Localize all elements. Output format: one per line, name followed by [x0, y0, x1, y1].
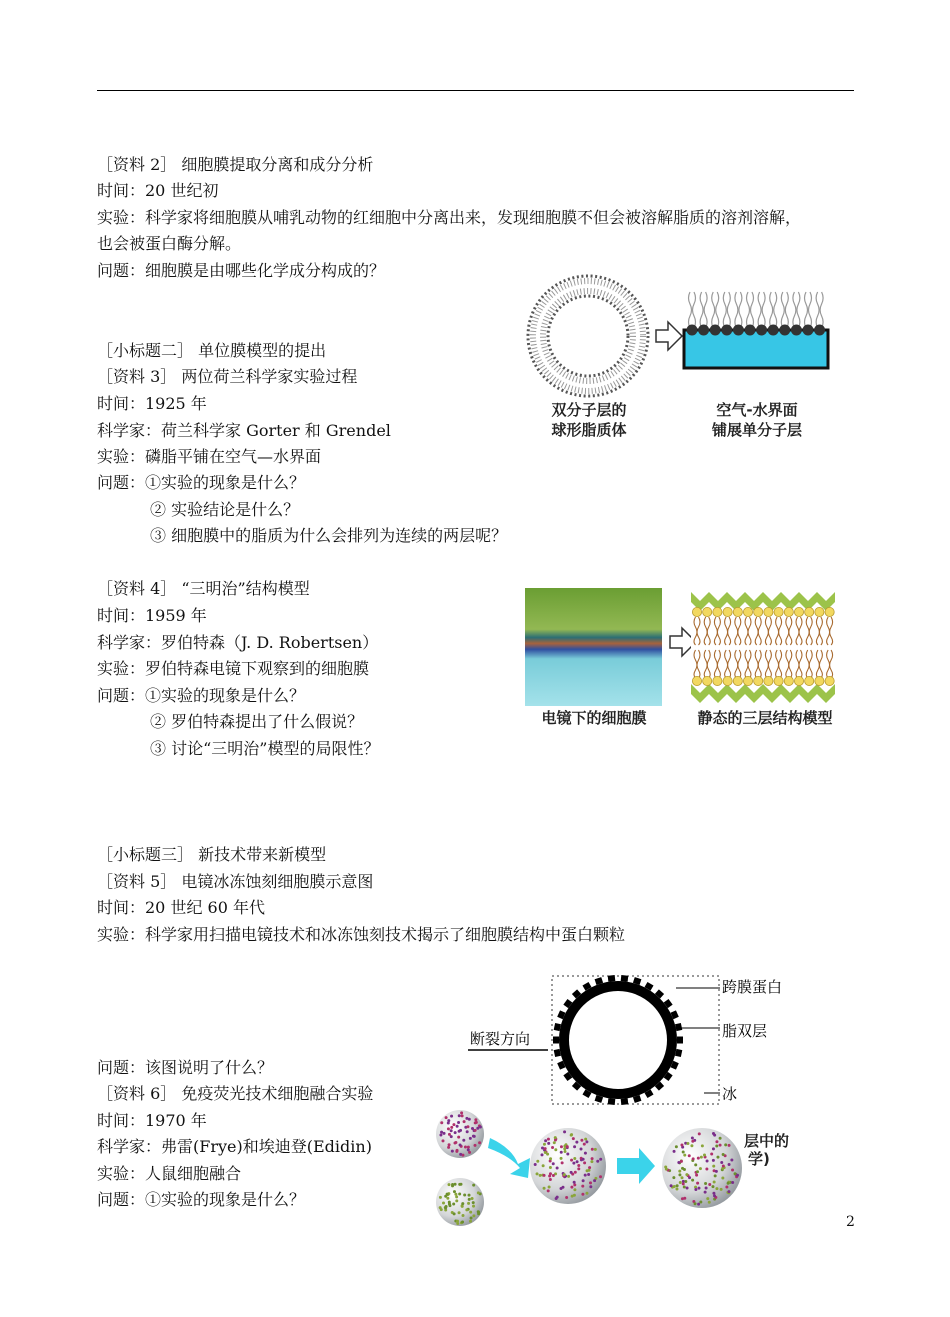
figure-sandwich-model — [525, 588, 843, 733]
liposome-diagram — [522, 272, 842, 402]
material-3-experiment: 实验：磷脂平铺在空气—水界面 — [97, 447, 322, 466]
figure-freeze-etching — [468, 970, 798, 1110]
material-2-experiment-line1: 实验：科学家将细胞膜从哺乳动物的红细胞中分离出来，发现细胞膜不但会被溶解脂质的溶剂溶解， — [97, 208, 802, 227]
material-3-time: 时间：1925 年 — [97, 394, 207, 413]
material-2-time: 时间：20 世纪初 — [97, 181, 219, 200]
material-4-scientist: 科学家：罗伯特森（J. D. Robertsen） — [97, 633, 379, 652]
label-transmembrane-protein: 跨膜蛋白 — [722, 978, 783, 996]
material-5-experiment: 实验：科学家用扫描电镜技术和冰冻蚀刻技术揭示了细胞膜结构中蛋白颗粒 — [97, 925, 626, 944]
cell-fusion-partial-text-1: 层中的 — [744, 1132, 790, 1150]
material-4-question-2: ② 罗伯特森提出了什么假说？ — [150, 712, 364, 731]
sandwich-diagram — [525, 588, 843, 706]
material-3-question-1: 问题：①实验的现象是什么？ — [97, 473, 306, 492]
cell-fusion-diagram — [432, 1108, 812, 1230]
material-5-time: 时间：20 世纪 60 年代 — [97, 898, 265, 917]
material-2-title: ［资料 2］ 细胞膜提取分离和成分分析 — [97, 155, 374, 174]
material-4-experiment: 实验：罗伯特森电镜下观察到的细胞膜 — [97, 659, 370, 678]
subtitle-3: ［小标题三］ 新技术带来新模型 — [97, 845, 327, 864]
material-6-time: 时间：1970 年 — [97, 1111, 207, 1130]
material-2-experiment-line2: 也会被蛋白酶分解。 — [97, 234, 242, 253]
material-4-question-1: 问题：①实验的现象是什么？ — [97, 686, 306, 705]
material-6-title: ［资料 6］ 免疫荧光技术细胞融合实验 — [97, 1084, 374, 1103]
material-6-scientist: 科学家：弗雷(Frye)和埃迪登(Edidin) — [97, 1137, 372, 1156]
figure-cell-fusion — [432, 1108, 812, 1230]
caption-monolayer-1: 空气-水界面 — [716, 401, 798, 419]
caption-em-membrane: 电镜下的细胞膜 — [541, 709, 647, 727]
caption-liposome-2: 球形脂质体 — [551, 421, 627, 439]
caption-three-layer-model: 静态的三层结构模型 — [697, 709, 833, 727]
material-4-time: 时间：1959 年 — [97, 606, 207, 625]
label-lipid-bilayer: 脂双层 — [722, 1022, 768, 1040]
page-number: 2 — [846, 1214, 855, 1230]
material-3-question-2: ② 实验结论是什么？ — [150, 500, 300, 519]
label-ice: 冰 — [722, 1085, 738, 1103]
material-4-question-3: ③ 讨论“三明治”模型的局限性？ — [150, 739, 380, 758]
header-rule — [97, 90, 854, 91]
subtitle-2: ［小标题二］ 单位膜模型的提出 — [97, 341, 327, 360]
material-3-title: ［资料 3］ 两位荷兰科学家实验过程 — [97, 367, 358, 386]
cell-fusion-partial-text-2: 学) — [748, 1150, 770, 1168]
caption-liposome-1: 双分子层的 — [551, 401, 627, 419]
caption-monolayer-2: 铺展单分子层 — [711, 421, 802, 439]
material-5-question: 问题：该图说明了什么？ — [97, 1058, 274, 1077]
material-4-title: ［资料 4］ “三明治”结构模型 — [97, 579, 310, 598]
material-6-question-1: 问题：①实验的现象是什么？ — [97, 1190, 306, 1209]
figure-liposome-monolayer — [522, 272, 842, 442]
material-6-experiment: 实验：人鼠细胞融合 — [97, 1164, 242, 1183]
material-3-question-3: ③ 细胞膜中的脂质为什么会排列为连续的两层呢？ — [150, 526, 508, 545]
material-3-scientist: 科学家：荷兰科学家 Gorter 和 Grendel — [97, 421, 391, 440]
material-5-title: ［资料 5］ 电镜冰冻蚀刻细胞膜示意图 — [97, 872, 374, 891]
label-fracture-direction: 断裂方向 — [470, 1030, 531, 1048]
material-2-question: 问题：细胞膜是由哪些化学成分构成的？ — [97, 261, 386, 280]
